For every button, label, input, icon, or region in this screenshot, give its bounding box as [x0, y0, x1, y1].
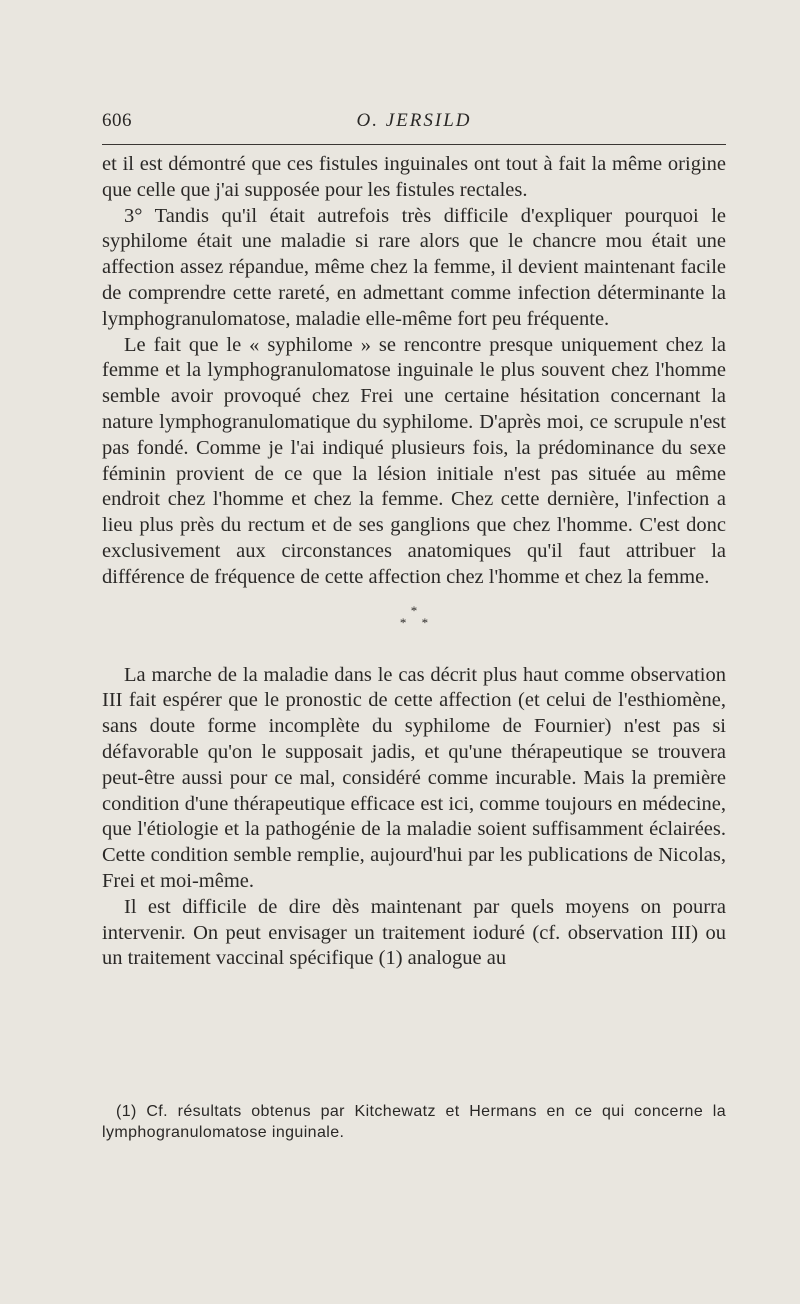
paragraph-5: Il est difficile de dire dès maintenant par quels moyens on pourra intervenir. On peut envisager un traitement ioduré (cf. observation III) ou un traitement vaccinal spécifique (1) analogue au — [102, 895, 726, 970]
page-number: 606 — [102, 110, 132, 131]
running-head-author: O. JERSILD — [356, 110, 472, 131]
paragraph-2: 3° Tandis qu'il était autrefois très difficile d'expliquer pourquoi le syphilome était une maladie si rare alors que le chancre mou était une affection assez répandue, même chez la femme, il devient maintenant facile de comprendre cette rareté, en admettant comme infection déterminante la lymphogranulomatose, maladie elle-même fort peu fréquente. — [102, 204, 726, 330]
asterism-top-star: * — [410, 602, 418, 618]
running-head — [102, 110, 726, 140]
section-asterism — [102, 602, 726, 630]
body-text — [102, 152, 726, 972]
footnote — [102, 1101, 726, 1143]
header-rule — [102, 144, 726, 145]
paragraph-3: Le fait que le « syphilome » se rencontre presque uniquement chez la femme et la lymphogranulomatose inguinale le plus souvent chez l'homme semble avoir provoqué chez Frei une certaine hésitation concernant la nature lymphogranulomatique du syphilome. D'après moi, ce scrupule n'est pas fondé. Comme je l'ai indiqué plusieurs fois, la prédominance du sexe féminin provient de ce que la lésion initiale n'est pas située au même endroit chez l'homme et chez la femme. Chez cette dernière, l'infection a lieu plus près du rectum et de ses ganglions que chez l'homme. C'est donc exclusivement aux circonstances anatomiques qu'il faut attribuer la différence de fréquence de cette affection chez l'homme et chez la femme. — [102, 333, 726, 588]
paragraph-1: et il est démontré que ces fistules inguinales ont tout à fait la même origine que celle que j'ai supposée pour les fistules rectales. — [102, 153, 726, 201]
asterism-bottom-stars: * * — [399, 614, 435, 630]
footnote-text: (1) Cf. résultats obtenus par Kitchewatz et Hermans en ce qui concerne la lymphogranulomatose inguinale. — [102, 1103, 726, 1141]
paragraph-4: La marche de la maladie dans le cas décrit plus haut comme observation III fait espérer que le pronostic de cette affection (et celui de l'esthiomène, sans doute forme incomplète du syphilome de Fournier) n'est pas si défavorable qu'on le supposait jadis, et qu'une thérapeutique se trouvera peut-être aussi pour ce mal, considéré comme incurable. Mais la première condition d'une thérapeutique efficace est ici, comme toujours en médecine, que l'étiologie et la pathogénie de la maladie soient suffisamment éclairées. Cette condition semble remplie, aujourd'hui par les publications de Nicolas, Frei et moi-même. — [102, 663, 726, 892]
